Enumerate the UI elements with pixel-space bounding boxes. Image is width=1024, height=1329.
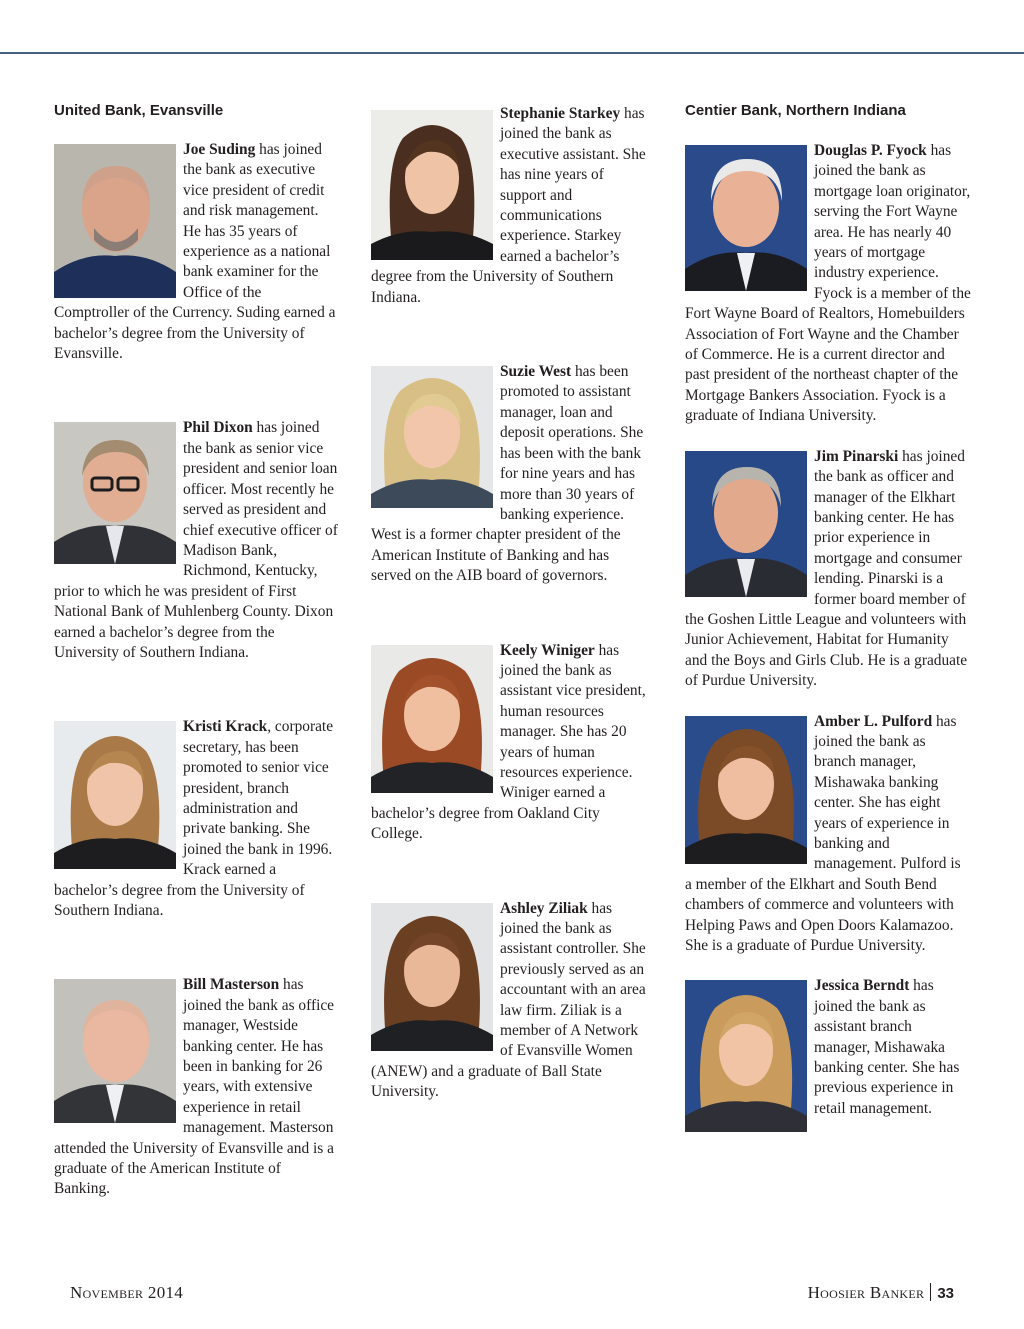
headshot-photo: [54, 144, 176, 298]
profile-ashley-ziliak: [371, 899, 651, 1103]
headshot-photo: [371, 366, 493, 508]
column-united-bank-continued: [371, 104, 651, 1157]
person-name: Joe Suding: [183, 141, 256, 158]
page-number: 33: [937, 1285, 954, 1302]
headshot-photo: [371, 903, 493, 1051]
person-name: Phil Dixon: [183, 419, 253, 437]
person-name: Jessica Berndt: [814, 977, 910, 995]
headshot-photo: [685, 145, 807, 291]
person-name: Jim Pinarski: [814, 447, 899, 465]
section-heading-united-bank: United Bank, Evansville: [54, 102, 224, 119]
person-bio: , corporate secretary, has been promoted to senior vice president, branch administration and private banking. She joined the bank in 1996. Krack earned a bachelor’s degree from the University of Southern Indiana.: [54, 718, 334, 919]
person-bio: has joined the bank as senior vice president and senior loan officer. Most recently he served as president and chief executive officer of Madison Bank, Richmond, Kentucky, prior to which he was president of First National Bank of Muhlenberg County. Dixon earned a bachelor’s degree from the University of Southern Indiana.: [54, 419, 338, 661]
column-united-bank: [54, 100, 339, 1254]
headshot-photo: [685, 980, 807, 1132]
footer-magazine-title: Hoosier Banker: [807, 1283, 925, 1302]
person-name: Suzie West: [500, 363, 572, 381]
footer-divider: [930, 1283, 931, 1301]
headshot-photo: [371, 645, 493, 793]
person-bio: has joined the bank as branch manager, Mishawaka banking center. She has eight years of experience in banking and management. Pulford is a member of the Elkhart and South Bend chambers of commerce and volunteers with Helping Paws and Open Doors Kalamazoo. She is a graduate of Purdue University.: [685, 712, 961, 955]
profile-suzie-west: [371, 362, 651, 586]
header-rule: [0, 52, 1024, 54]
profile-jim-pinarski: [685, 447, 971, 692]
profile-joe-suding: [54, 140, 339, 364]
person-bio: has joined the bank as executive assistant. She has nine years of support and communications experience. Starkey earned a bachelor’s degree from the University of Southern Indiana.: [371, 105, 646, 306]
profile-jessica-berndt: [685, 976, 971, 1119]
profile-stephanie-starkey: [371, 104, 651, 308]
person-name: Kristi Krack: [183, 718, 268, 736]
person-name: Stephanie Starkey: [500, 105, 621, 122]
person-bio: has joined the bank as mortgage loan originator, serving the Fort Wayne area. He has nearly 40 years of mortgage industry experience. Fyock is a member of the Fort Wayne Board of Realtors, Homebuilders Association of Fort Wayne and the Chamber of Commerce. He is a current director and past president of the northeast chapter of the Mortgage Bankers Association. Fyock is a graduate of Indiana University.: [685, 142, 971, 425]
person-bio: has been promoted to assistant manager, loan and deposit operations. She has been with the bank for nine years and has more than 30 years of banking experience. West is a former chapter president of the American Institute of Banking and has served on the AIB board of governors.: [371, 363, 644, 585]
person-name: Amber L. Pulford: [814, 712, 933, 730]
profile-amber-pulford: [685, 712, 971, 957]
footer-folio: [808, 1283, 954, 1303]
headshot-photo: [685, 451, 807, 597]
person-bio: has joined the bank as executive vice president of credit and risk management. He has 35 years of experience as a national bank examiner for the Office of the Comptroller of the Currency. Suding earned a bachelor’s degree from the University of Evansville.: [54, 141, 336, 363]
profile-bill-masterson: [54, 975, 339, 1199]
person-bio: has joined the bank as assistant vice president, human resources manager. She has 20 years of human resources experience. Winiger earned a bachelor’s degree from Oakland City College.: [371, 641, 646, 843]
person-bio: has joined the bank as officer and manager of the Elkhart banking center. He has prior experience in mortgage and consumer lending. Pinarski is a former board member of the Goshen Little League and volunteers with Junior Achievement, Habitat for Humanity and the Boys and Girls Club. He is a graduate of Purdue University.: [685, 447, 968, 690]
profile-keely-winiger: [371, 641, 651, 845]
section-heading-centier-bank: Centier Bank, Northern Indiana: [685, 102, 906, 119]
headshot-photo: [54, 979, 176, 1123]
headshot-photo: [685, 716, 807, 864]
headshot-photo: [371, 110, 493, 260]
profile-douglas-fyock: [685, 141, 971, 427]
person-name: Ashley Ziliak: [500, 899, 588, 917]
person-bio: has joined the bank as assistant controller. She previously served as an accountant with an area law firm. Ziliak is a member of A Network of Evansville Women (ANEW) and a graduate of Ball State University.: [371, 899, 646, 1101]
headshot-photo: [54, 422, 176, 564]
person-name: Keely Winiger: [500, 641, 595, 659]
person-name: Douglas P. Fyock: [814, 142, 927, 159]
person-bio: has joined the bank as assistant branch manager, Mishawaka banking center. She has previous experience in retail management.: [814, 977, 960, 1117]
profile-phil-dixon: [54, 418, 339, 663]
headshot-photo: [54, 721, 176, 869]
person-name: Bill Masterson: [183, 976, 280, 994]
person-bio: has joined the bank as office manager, Westside banking center. He has been in banking for 26 years, with extensive experience in retail management. Masterson attended the University of Evansville and is a graduate of the American Institute of Banking.: [54, 976, 335, 1198]
column-centier-bank: [685, 100, 971, 1134]
footer-date: November 2014: [70, 1283, 184, 1302]
profile-kristi-krack: [54, 717, 339, 921]
